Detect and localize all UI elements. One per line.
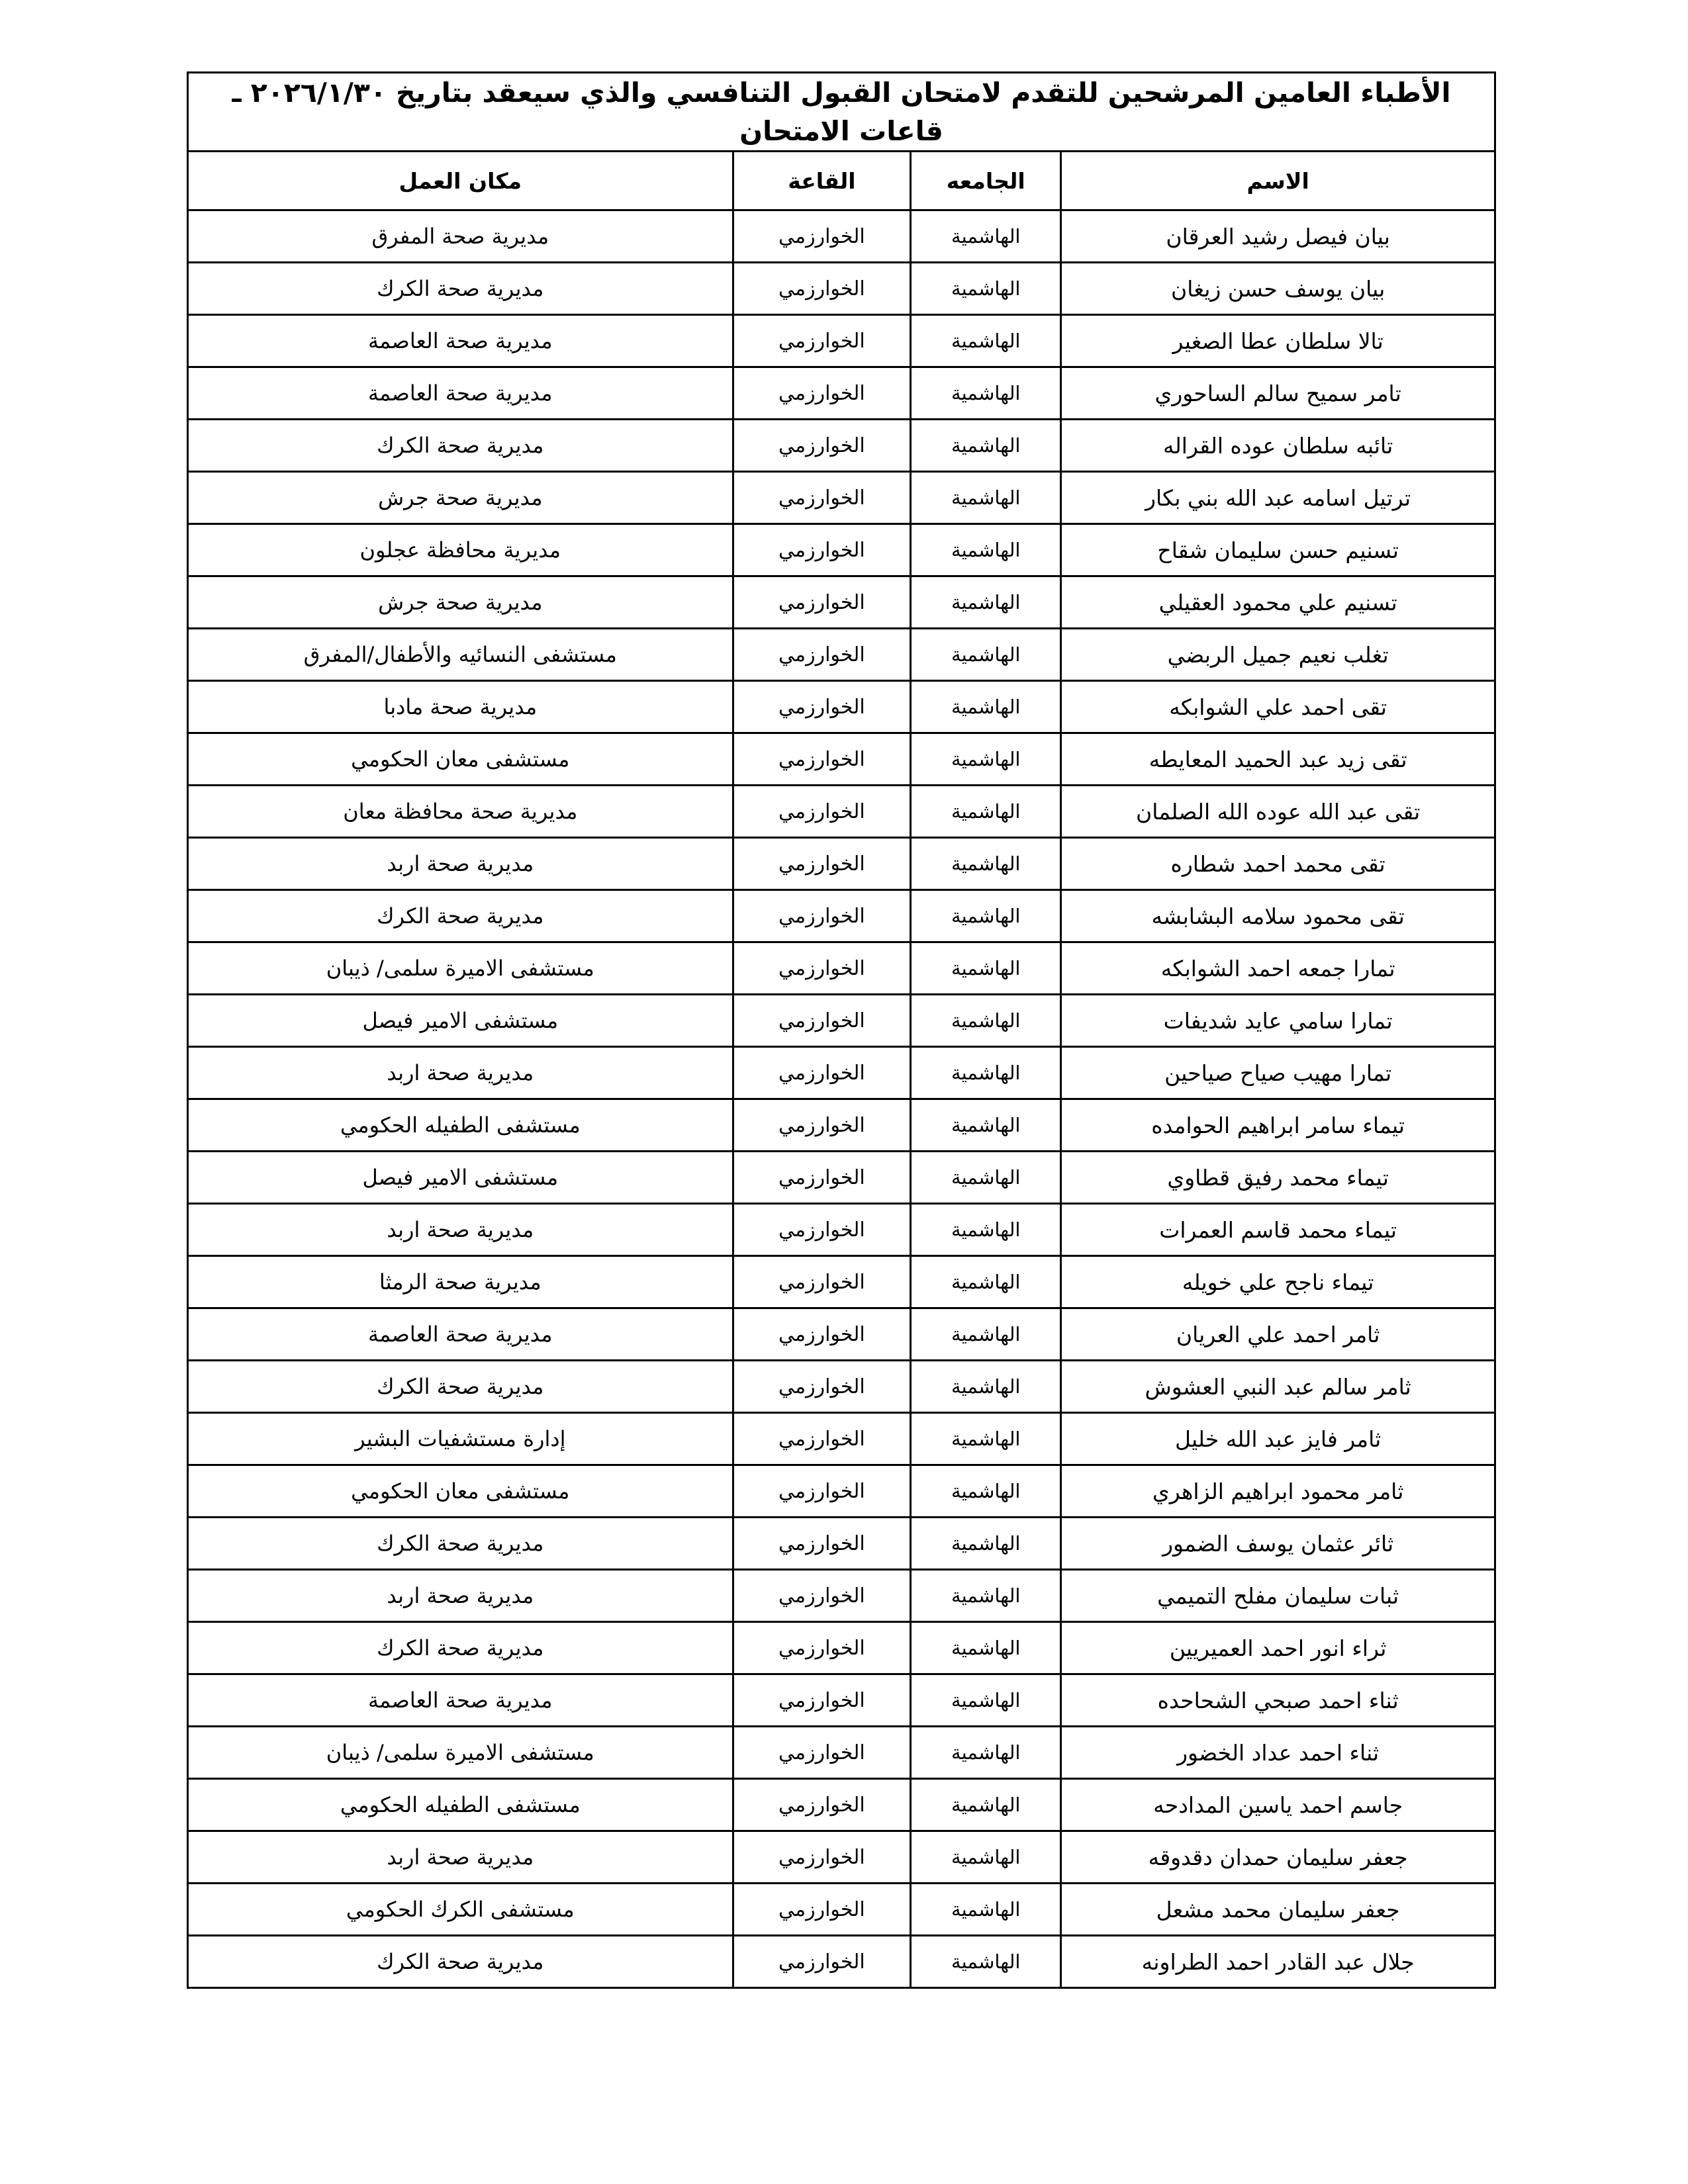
exam-halls-table bbox=[187, 71, 1496, 1989]
table-body bbox=[188, 210, 1495, 1988]
workplace-cell: مستشفى النسائيه والأطفال/المفرق bbox=[188, 629, 733, 681]
university-cell: الهاشمية bbox=[911, 1518, 1061, 1570]
hall-cell: الخوارزمي bbox=[733, 1361, 911, 1413]
workplace-cell: مديرية صحة الكرك bbox=[188, 263, 733, 315]
university-cell: الهاشمية bbox=[911, 315, 1061, 367]
candidate-name-cell: ترتيل اسامه عبد الله بني بكار bbox=[1061, 472, 1495, 524]
table-row bbox=[188, 995, 1495, 1047]
university-cell: الهاشمية bbox=[911, 1152, 1061, 1204]
column-header-hall: القاعة bbox=[733, 152, 911, 210]
university-cell: الهاشمية bbox=[911, 1831, 1061, 1884]
hall-cell: الخوارزمي bbox=[733, 733, 911, 786]
workplace-cell: مديرية صحة الكرك bbox=[188, 1936, 733, 1988]
university-cell: الهاشمية bbox=[911, 1413, 1061, 1465]
candidate-name-cell: تالا سلطان عطا الصغير bbox=[1061, 315, 1495, 367]
candidate-name-cell: تقى محمود سلامه البشابشه bbox=[1061, 890, 1495, 942]
candidate-name-cell: ثراء انور احمد العميريين bbox=[1061, 1622, 1495, 1674]
candidate-name-cell: ثامر احمد علي العريان bbox=[1061, 1308, 1495, 1361]
hall-cell: الخوارزمي bbox=[733, 315, 911, 367]
table-row bbox=[188, 1674, 1495, 1727]
workplace-cell: إدارة مستشفيات البشير bbox=[188, 1413, 733, 1465]
table-row bbox=[188, 1779, 1495, 1831]
hall-cell: الخوارزمي bbox=[733, 995, 911, 1047]
table-row bbox=[188, 1099, 1495, 1152]
university-cell: الهاشمية bbox=[911, 1779, 1061, 1831]
university-cell: الهاشمية bbox=[911, 367, 1061, 420]
workplace-cell: مستشفى معان الحكومي bbox=[188, 1465, 733, 1518]
table-row bbox=[188, 1256, 1495, 1308]
workplace-cell: مستشفى الامير فيصل bbox=[188, 995, 733, 1047]
column-header-workplace: مكان العمل bbox=[188, 152, 733, 210]
document-title: الأطباء العامين المرشحين للتقدم لامتحان القبول التنافسي والذي سيعقد بتاريخ ٢٠٢٦/١/٣٠ ـ قاعات الامتحان bbox=[188, 73, 1495, 152]
workplace-cell: مديرية صحة العاصمة bbox=[188, 367, 733, 420]
table-row bbox=[188, 1570, 1495, 1622]
university-cell: الهاشمية bbox=[911, 1465, 1061, 1518]
hall-cell: الخوارزمي bbox=[733, 1936, 911, 1988]
workplace-cell: مديرية صحة العاصمة bbox=[188, 1674, 733, 1727]
table-row bbox=[188, 210, 1495, 263]
table-row bbox=[188, 1308, 1495, 1361]
table-row bbox=[188, 1204, 1495, 1256]
workplace-cell: مديرية صحة اربد bbox=[188, 1831, 733, 1884]
table-row bbox=[188, 472, 1495, 524]
candidate-name-cell: بيان فيصل رشيد العرقان bbox=[1061, 210, 1495, 263]
candidate-name-cell: تيماء ناجح علي خويله bbox=[1061, 1256, 1495, 1308]
university-cell: الهاشمية bbox=[911, 733, 1061, 786]
university-cell: الهاشمية bbox=[911, 263, 1061, 315]
table-row bbox=[188, 942, 1495, 995]
candidate-name-cell: تيماء محمد رفيق قطاوي bbox=[1061, 1152, 1495, 1204]
candidate-name-cell: تقى احمد علي الشوابكه bbox=[1061, 681, 1495, 733]
hall-cell: الخوارزمي bbox=[733, 629, 911, 681]
hall-cell: الخوارزمي bbox=[733, 1256, 911, 1308]
table-row bbox=[188, 786, 1495, 838]
university-cell: الهاشمية bbox=[911, 524, 1061, 576]
workplace-cell: مديرية محافظة عجلون bbox=[188, 524, 733, 576]
hall-cell: الخوارزمي bbox=[733, 1465, 911, 1518]
table-row bbox=[188, 1936, 1495, 1988]
table-row bbox=[188, 1622, 1495, 1674]
column-header-name: الاسم bbox=[1061, 152, 1495, 210]
table-row bbox=[188, 524, 1495, 576]
candidate-name-cell: ثائر عثمان يوسف الضمور bbox=[1061, 1518, 1495, 1570]
university-cell: الهاشمية bbox=[911, 1570, 1061, 1622]
university-cell: الهاشمية bbox=[911, 1256, 1061, 1308]
candidate-name-cell: ثامر سالم عبد النبي العشوش bbox=[1061, 1361, 1495, 1413]
university-cell: الهاشمية bbox=[911, 420, 1061, 472]
table-row bbox=[188, 315, 1495, 367]
candidate-name-cell: ثامر محمود ابراهيم الزاهري bbox=[1061, 1465, 1495, 1518]
candidate-name-cell: جلال عبد القادر احمد الطراونه bbox=[1061, 1936, 1495, 1988]
candidate-name-cell: بيان يوسف حسن زيغان bbox=[1061, 263, 1495, 315]
university-cell: الهاشمية bbox=[911, 1361, 1061, 1413]
workplace-cell: مستشفى الكرك الحكومي bbox=[188, 1884, 733, 1936]
hall-cell: الخوارزمي bbox=[733, 890, 911, 942]
workplace-cell: مديرية صحة اربد bbox=[188, 1047, 733, 1099]
university-cell: الهاشمية bbox=[911, 942, 1061, 995]
candidate-name-cell: تمارا سامي عايد شديفات bbox=[1061, 995, 1495, 1047]
table-head bbox=[188, 73, 1495, 210]
workplace-cell: مستشفى الاميرة سلمى/ ذيبان bbox=[188, 942, 733, 995]
hall-cell: الخوارزمي bbox=[733, 1308, 911, 1361]
hall-cell: الخوارزمي bbox=[733, 263, 911, 315]
workplace-cell: مديرية صحة جرش bbox=[188, 576, 733, 629]
hall-cell: الخوارزمي bbox=[733, 681, 911, 733]
university-cell: الهاشمية bbox=[911, 1884, 1061, 1936]
workplace-cell: مديرية صحة جرش bbox=[188, 472, 733, 524]
table-row bbox=[188, 733, 1495, 786]
table-row bbox=[188, 1831, 1495, 1884]
hall-cell: الخوارزمي bbox=[733, 838, 911, 890]
hall-cell: الخوارزمي bbox=[733, 1674, 911, 1727]
table-row bbox=[188, 576, 1495, 629]
candidate-name-cell: تقى عبد الله عوده الله الصلمان bbox=[1061, 786, 1495, 838]
hall-cell: الخوارزمي bbox=[733, 1413, 911, 1465]
university-cell: الهاشمية bbox=[911, 1099, 1061, 1152]
candidate-name-cell: ثناء احمد صبحي الشحاحده bbox=[1061, 1674, 1495, 1727]
university-cell: الهاشمية bbox=[911, 472, 1061, 524]
workplace-cell: مديرية صحة اربد bbox=[188, 1204, 733, 1256]
hall-cell: الخوارزمي bbox=[733, 576, 911, 629]
university-cell: الهاشمية bbox=[911, 890, 1061, 942]
table-row bbox=[188, 1465, 1495, 1518]
table-row bbox=[188, 1413, 1495, 1465]
hall-cell: الخوارزمي bbox=[733, 1204, 911, 1256]
candidate-name-cell: تامر سميح سالم الساحوري bbox=[1061, 367, 1495, 420]
university-cell: الهاشمية bbox=[911, 576, 1061, 629]
candidate-name-cell: تمارا مهيب صياح صياحين bbox=[1061, 1047, 1495, 1099]
university-cell: الهاشمية bbox=[911, 681, 1061, 733]
candidate-name-cell: تسنيم حسن سليمان شقاح bbox=[1061, 524, 1495, 576]
university-cell: الهاشمية bbox=[911, 1936, 1061, 1988]
workplace-cell: مديرية صحة الكرك bbox=[188, 420, 733, 472]
hall-cell: الخوارزمي bbox=[733, 1884, 911, 1936]
hall-cell: الخوارزمي bbox=[733, 472, 911, 524]
table-row bbox=[188, 1152, 1495, 1204]
candidate-name-cell: تيماء محمد قاسم العمرات bbox=[1061, 1204, 1495, 1256]
hall-cell: الخوارزمي bbox=[733, 942, 911, 995]
university-cell: الهاشمية bbox=[911, 786, 1061, 838]
candidate-name-cell: تيماء سامر ابراهيم الحوامده bbox=[1061, 1099, 1495, 1152]
hall-cell: الخوارزمي bbox=[733, 1727, 911, 1779]
hall-cell: الخوارزمي bbox=[733, 420, 911, 472]
workplace-cell: مديرية صحة الكرك bbox=[188, 1518, 733, 1570]
workplace-cell: مستشفى الامير فيصل bbox=[188, 1152, 733, 1204]
hall-cell: الخوارزمي bbox=[733, 1779, 911, 1831]
hall-cell: الخوارزمي bbox=[733, 1518, 911, 1570]
candidate-name-cell: جعفر سليمان محمد مشعل bbox=[1061, 1884, 1495, 1936]
candidate-name-cell: ثامر فايز عبد الله خليل bbox=[1061, 1413, 1495, 1465]
university-cell: الهاشمية bbox=[911, 1308, 1061, 1361]
hall-cell: الخوارزمي bbox=[733, 210, 911, 263]
title-row bbox=[188, 73, 1495, 152]
table-row bbox=[188, 367, 1495, 420]
hall-cell: الخوارزمي bbox=[733, 1152, 911, 1204]
workplace-cell: مديرية صحة الكرك bbox=[188, 890, 733, 942]
university-cell: الهاشمية bbox=[911, 838, 1061, 890]
table-row bbox=[188, 1047, 1495, 1099]
table-row bbox=[188, 420, 1495, 472]
candidate-name-cell: تقى محمد احمد شطاره bbox=[1061, 838, 1495, 890]
university-cell: الهاشمية bbox=[911, 629, 1061, 681]
hall-cell: الخوارزمي bbox=[733, 1622, 911, 1674]
workplace-cell: مديرية صحة مادبا bbox=[188, 681, 733, 733]
workplace-cell: مديرية صحة محافظة معان bbox=[188, 786, 733, 838]
table-row bbox=[188, 1518, 1495, 1570]
hall-cell: الخوارزمي bbox=[733, 1099, 911, 1152]
column-header-university: الجامعه bbox=[911, 152, 1061, 210]
university-cell: الهاشمية bbox=[911, 210, 1061, 263]
workplace-cell: مديرية صحة الكرك bbox=[188, 1361, 733, 1413]
workplace-cell: مديرية صحة العاصمة bbox=[188, 315, 733, 367]
table-row bbox=[188, 1727, 1495, 1779]
workplace-cell: مستشفى معان الحكومي bbox=[188, 733, 733, 786]
candidate-name-cell: جاسم احمد ياسين المدادحه bbox=[1061, 1779, 1495, 1831]
table-row bbox=[188, 629, 1495, 681]
workplace-cell: مستشفى الطفيله الحكومي bbox=[188, 1779, 733, 1831]
candidate-name-cell: تغلب نعيم جميل الربضي bbox=[1061, 629, 1495, 681]
table-row bbox=[188, 1361, 1495, 1413]
workplace-cell: مديرية صحة الكرك bbox=[188, 1622, 733, 1674]
hall-cell: الخوارزمي bbox=[733, 1831, 911, 1884]
hall-cell: الخوارزمي bbox=[733, 367, 911, 420]
candidate-name-cell: جعفر سليمان حمدان دقدوقه bbox=[1061, 1831, 1495, 1884]
table-row bbox=[188, 1884, 1495, 1936]
workplace-cell: مديرية صحة المفرق bbox=[188, 210, 733, 263]
university-cell: الهاشمية bbox=[911, 1622, 1061, 1674]
university-cell: الهاشمية bbox=[911, 995, 1061, 1047]
university-cell: الهاشمية bbox=[911, 1674, 1061, 1727]
candidate-name-cell: تائبه سلطان عوده القراله bbox=[1061, 420, 1495, 472]
table-row bbox=[188, 838, 1495, 890]
hall-cell: الخوارزمي bbox=[733, 1570, 911, 1622]
candidate-name-cell: تقى زيد عبد الحميد المعايطه bbox=[1061, 733, 1495, 786]
university-cell: الهاشمية bbox=[911, 1204, 1061, 1256]
workplace-cell: مديرية صحة الرمثا bbox=[188, 1256, 733, 1308]
hall-cell: الخوارزمي bbox=[733, 524, 911, 576]
university-cell: الهاشمية bbox=[911, 1727, 1061, 1779]
candidate-name-cell: تمارا جمعه احمد الشوابكه bbox=[1061, 942, 1495, 995]
table-row bbox=[188, 263, 1495, 315]
candidate-name-cell: ثبات سليمان مفلح التميمي bbox=[1061, 1570, 1495, 1622]
workplace-cell: مستشفى الطفيله الحكومي bbox=[188, 1099, 733, 1152]
candidate-name-cell: تسنيم علي محمود العقيلي bbox=[1061, 576, 1495, 629]
hall-cell: الخوارزمي bbox=[733, 786, 911, 838]
university-cell: الهاشمية bbox=[911, 1047, 1061, 1099]
table-row bbox=[188, 890, 1495, 942]
workplace-cell: مستشفى الاميرة سلمى/ ذيبان bbox=[188, 1727, 733, 1779]
workplace-cell: مديرية صحة العاصمة bbox=[188, 1308, 733, 1361]
table-row bbox=[188, 681, 1495, 733]
candidate-name-cell: ثناء احمد عداد الخضور bbox=[1061, 1727, 1495, 1779]
hall-cell: الخوارزمي bbox=[733, 1047, 911, 1099]
workplace-cell: مديرية صحة اربد bbox=[188, 1570, 733, 1622]
column-header-row bbox=[188, 152, 1495, 210]
workplace-cell: مديرية صحة اربد bbox=[188, 838, 733, 890]
